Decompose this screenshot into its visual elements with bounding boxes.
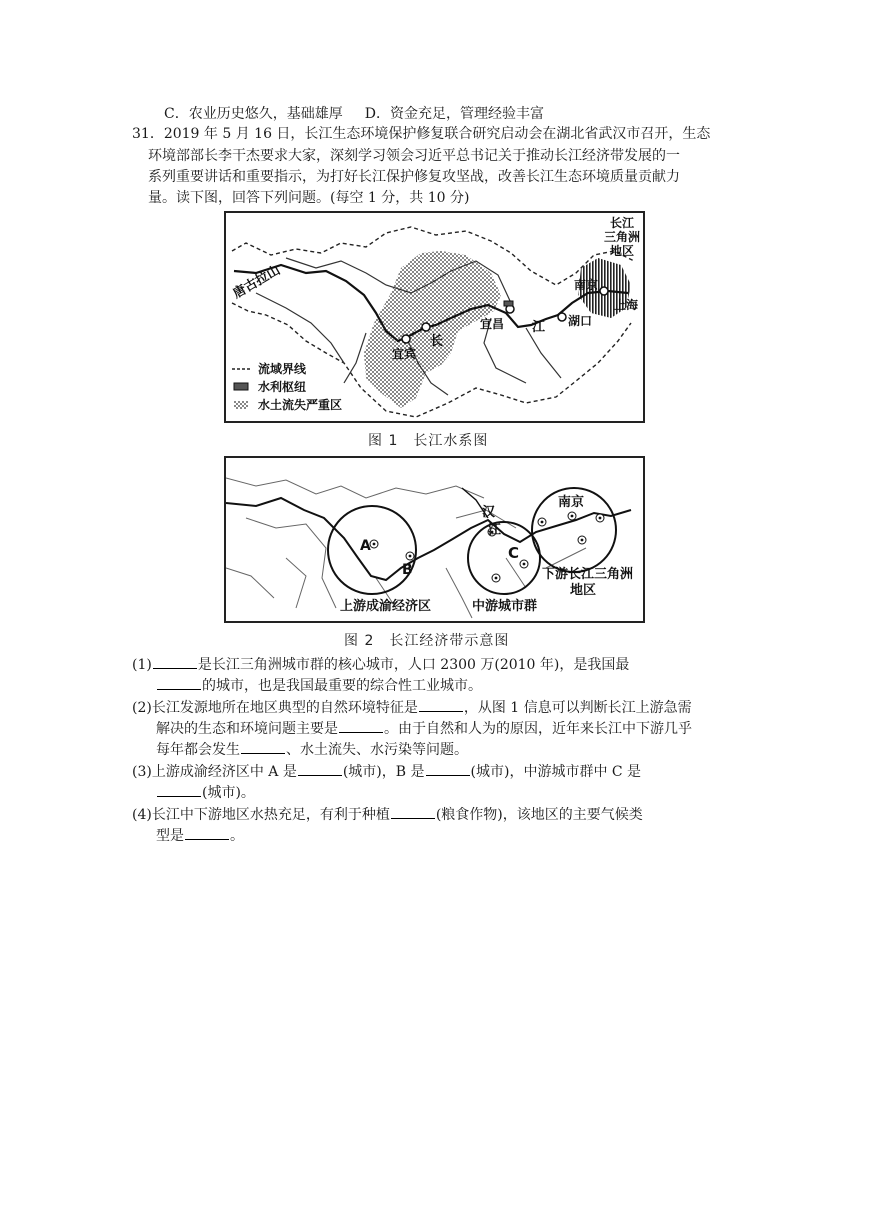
figure1-map-graphic xyxy=(226,213,643,421)
question-stem-line-1: 31．2019 年 5 月 16 日，长江生态环境保护修复联合研究启动会在湖北省武汉市召开，生态 xyxy=(132,126,711,142)
q3-blank-a[interactable] xyxy=(298,761,342,776)
label-shanghai: 上海 xyxy=(614,298,639,312)
q2-blank-2[interactable] xyxy=(339,718,383,733)
question-stem-line-2: 环境部部长李干杰要求大家，深刻学习领会习近平总书记关于推动长江经济带发展的一 xyxy=(148,148,680,164)
q3-line-2: (城市)。 xyxy=(156,782,255,803)
label-b: B xyxy=(402,562,413,578)
label-middle-region: 中游城市群 xyxy=(472,599,538,614)
option-c: C．农业历史悠久，基础雄厚 xyxy=(164,106,343,122)
figure2-economic-belt-map xyxy=(224,456,645,623)
upper-region-circle xyxy=(328,506,416,594)
label-nanjing-fig2: 南京 xyxy=(558,495,585,510)
yibin-city xyxy=(402,335,410,343)
label-yibin: 宜宾 xyxy=(392,347,417,361)
q1-blank-1[interactable] xyxy=(153,654,197,669)
figure1-yangtze-river-map xyxy=(224,211,645,423)
option-line xyxy=(164,104,544,124)
label-lower-region-2: 地区 xyxy=(570,583,597,598)
legend-hub-label: 水利枢纽 xyxy=(258,380,307,394)
label-nanjing: 南京 xyxy=(574,278,599,292)
question-number: 31． xyxy=(132,126,164,142)
q2-line-3: 每年都会发生 、水土流失、水污染等问题。 xyxy=(156,739,468,760)
q1-line-1: (1) 是长江三角洲城市群的核心城市，人口 2300 万(2010 年)，是我国最 xyxy=(132,654,629,675)
label-han: 汉 xyxy=(482,505,496,520)
q2-blank-3[interactable] xyxy=(241,739,285,754)
q2-line-2: 解决的生态和环境问题主要是 。由于自然和人为的原因，近年来长江中下游几乎 xyxy=(156,718,692,739)
label-delta-3: 地区 xyxy=(610,244,635,258)
figure1-caption: 图 1 长江水系图 xyxy=(368,433,489,449)
q2-line-1: (2)长江发源地所在地区典型的自然环境特征是 ，从图 1 信息可以判断长江上游急需 xyxy=(132,697,692,718)
label-jiang: 江 xyxy=(532,320,546,335)
q3-blank-b[interactable] xyxy=(426,761,470,776)
nanjing-city xyxy=(600,287,608,295)
option-d: D．资金充足，管理经验丰富 xyxy=(364,106,544,122)
label-yichang: 宜昌 xyxy=(480,317,505,331)
label-chang: 长 xyxy=(430,334,444,349)
figure1-legend xyxy=(232,361,342,412)
q3-blank-c[interactable] xyxy=(157,782,201,797)
question-stem-line-3: 系列重要讲话和重要指示，为打好长江保护修复攻坚战，改善长江生态环境质量贡献力 xyxy=(148,169,680,185)
chongqing-city xyxy=(422,323,430,331)
label-c: C xyxy=(508,544,520,562)
q4-line-2: 型是 。 xyxy=(156,825,244,846)
label-lower-region-1: 下游长江三角洲 xyxy=(542,567,634,582)
legend-boundary-label: 流域界线 xyxy=(258,362,307,376)
question-stem-line-4: 量。读下图，回答下列问题。(每空 1 分，共 10 分) xyxy=(148,190,470,206)
q1-line-2: 的城市，也是我国最重要的综合性工业城市。 xyxy=(156,675,482,696)
label-mountain: 唐古拉山 xyxy=(230,262,284,302)
label-delta-2: 三角洲 xyxy=(604,230,641,244)
figure2-map-graphic xyxy=(226,458,643,621)
q1-blank-2[interactable] xyxy=(157,675,201,690)
hukou-city xyxy=(558,313,566,321)
hydro-hub xyxy=(504,301,513,306)
label-delta-1: 长江 xyxy=(610,216,635,230)
label-hukou: 湖口 xyxy=(568,314,593,328)
label-jiang-fig2: 江 xyxy=(488,523,502,538)
q4-blank-1[interactable] xyxy=(391,804,435,819)
label-a: A xyxy=(360,538,371,554)
legend-erosion-label: 水土流失严重区 xyxy=(258,398,343,412)
tributary-west xyxy=(256,293,344,363)
q4-blank-2[interactable] xyxy=(185,825,229,840)
q3-line-1: (3)上游成渝经济区中 A 是 (城市)，B 是 (城市)，中游城市群中 C 是 xyxy=(132,761,641,782)
figure2-caption: 图 2 长江经济带示意图 xyxy=(344,633,510,649)
q2-blank-1[interactable] xyxy=(419,697,463,712)
label-upper-region: 上游成渝经济区 xyxy=(340,599,432,614)
q4-line-1: (4)长江中下游地区水热充足，有利于种植 (粮食作物)，该地区的主要气候类 xyxy=(132,804,643,825)
